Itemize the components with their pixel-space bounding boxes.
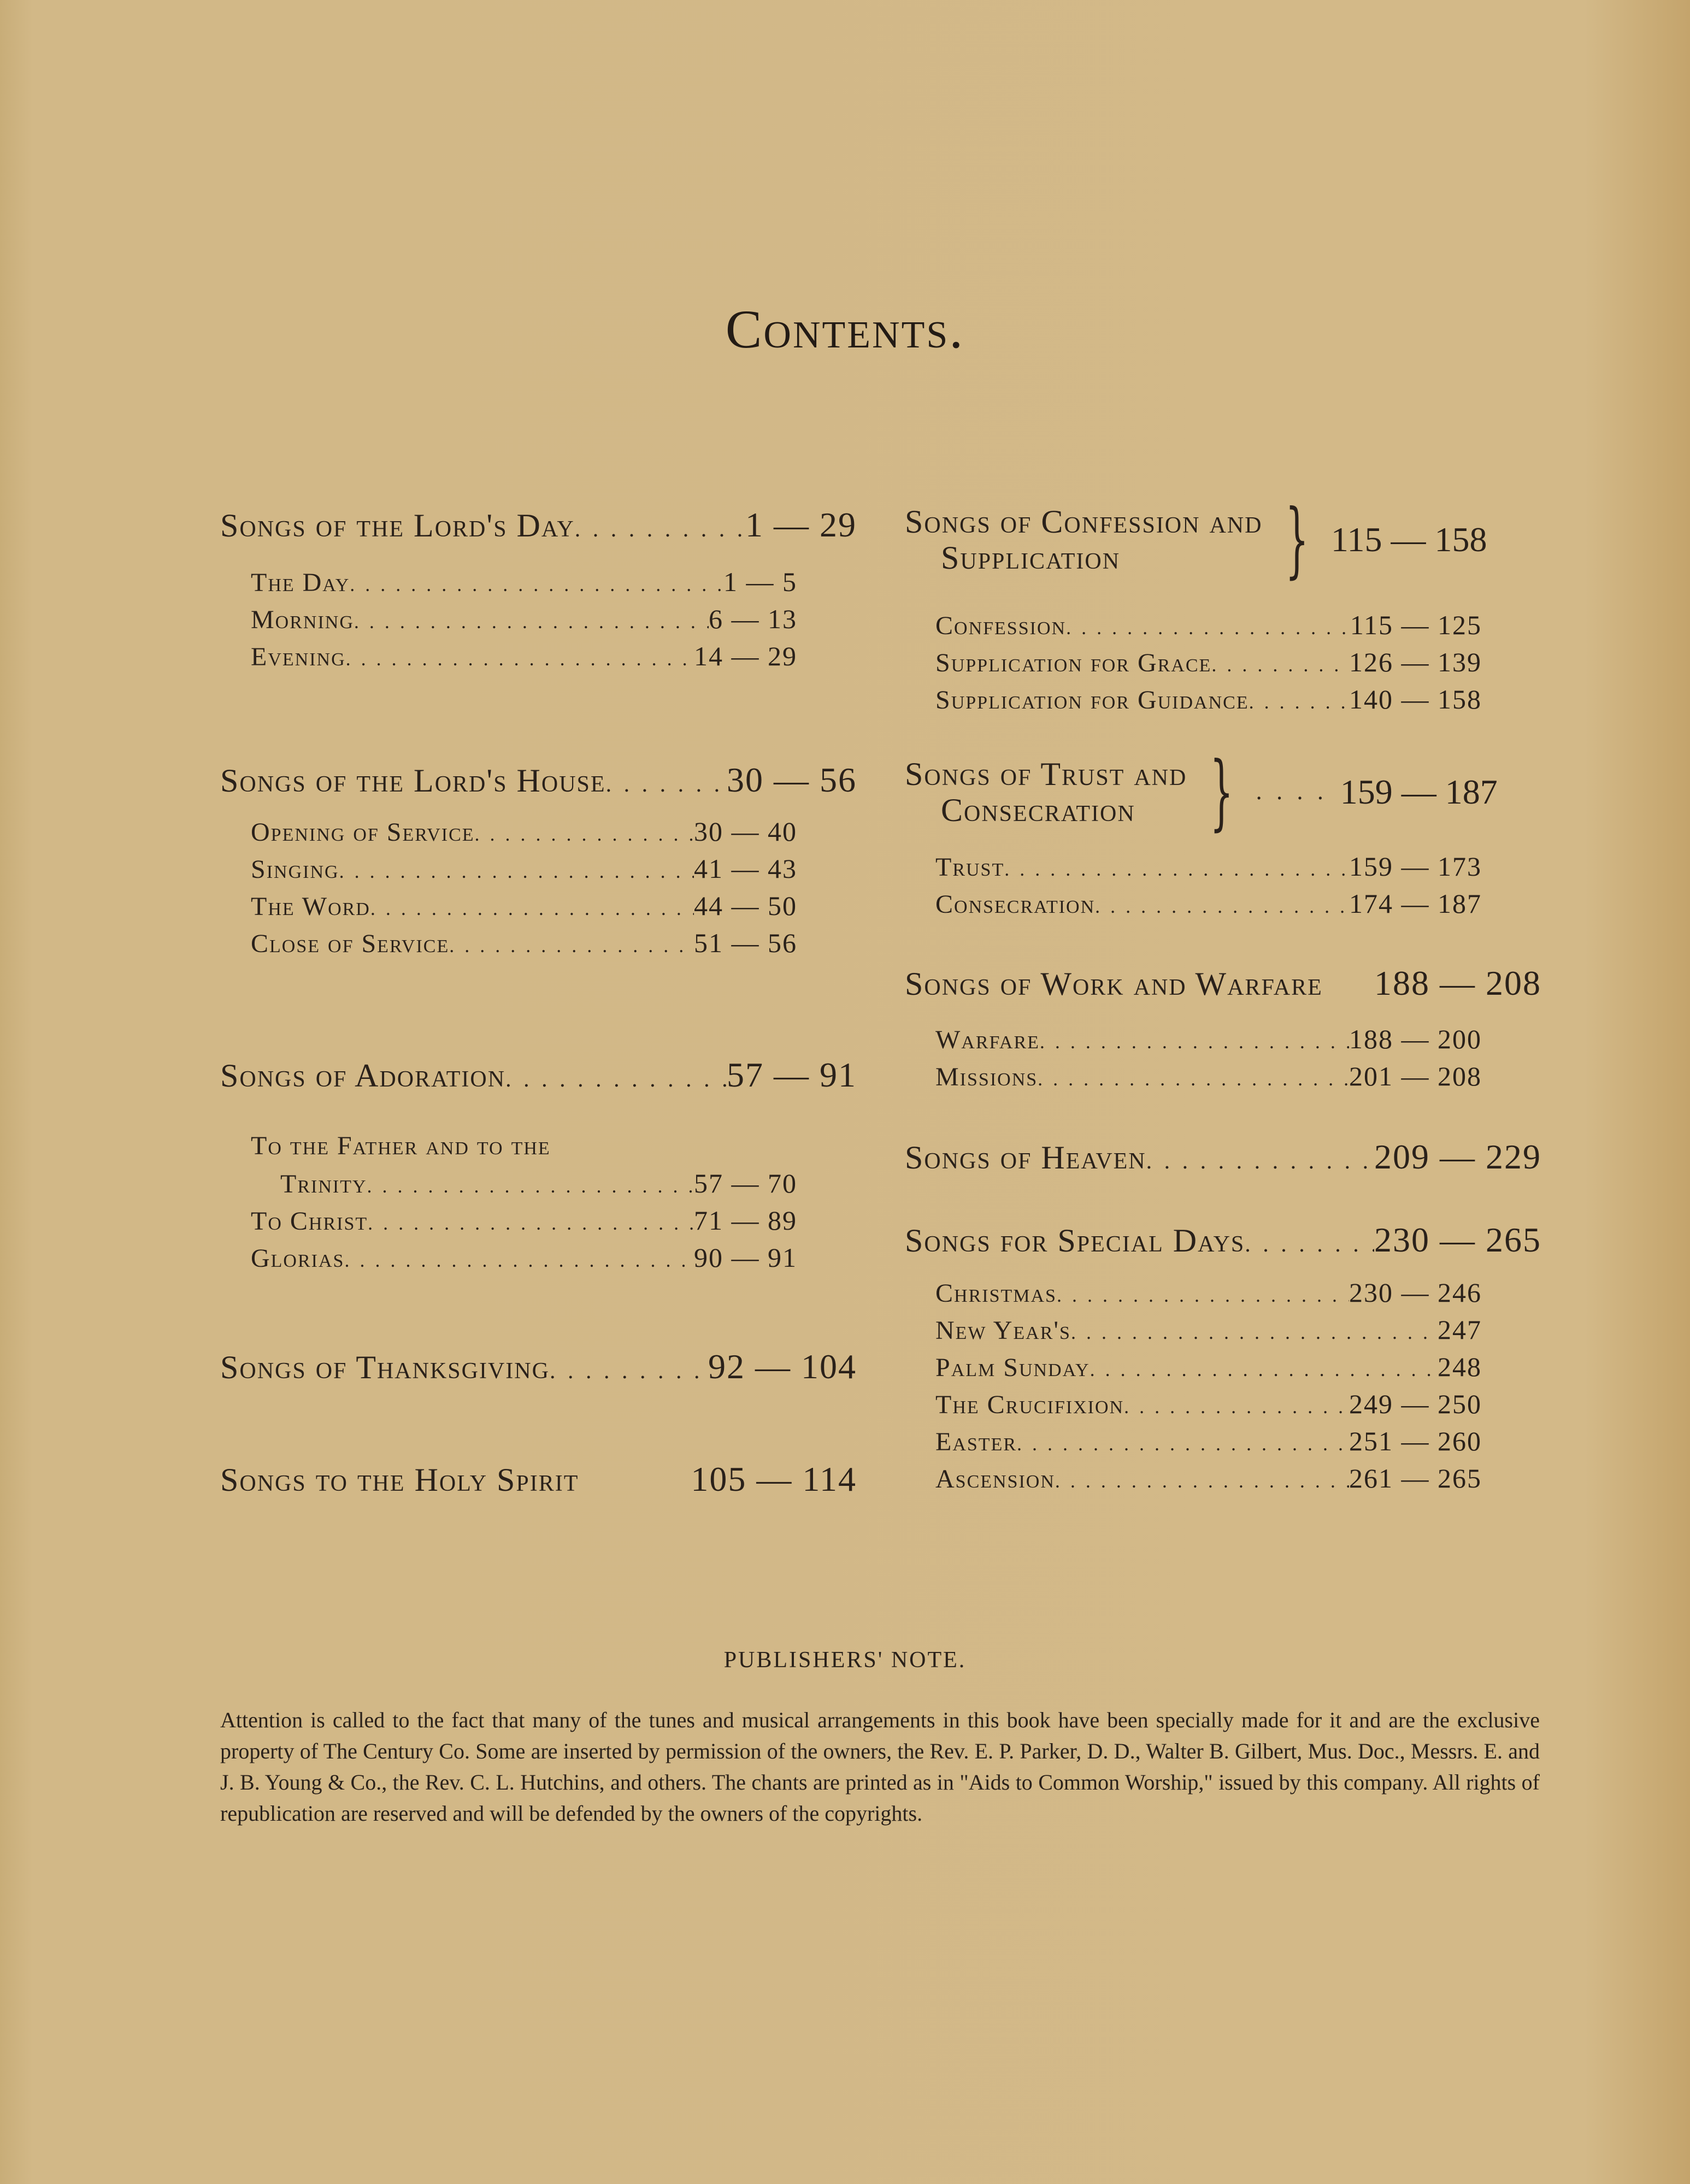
leader-dots [550, 1351, 708, 1391]
leader-dots [1249, 683, 1349, 721]
leader-dots [1245, 1225, 1374, 1264]
section-title-row [905, 745, 1541, 840]
subsection-row [251, 600, 797, 638]
brace-icon: } [1285, 492, 1309, 587]
leader-dots [449, 927, 694, 964]
subsection-range: 230 — 246 [1349, 1277, 1482, 1308]
subsection-label: Supplication for Guidance [935, 686, 1249, 715]
publishers-note-title: PUBLISHERS' NOTE. [723, 1648, 967, 1673]
subsection-row [935, 1274, 1482, 1311]
section-range: 1 — 29 [745, 505, 857, 544]
subsection-range: 261 — 265 [1349, 1463, 1482, 1494]
leader-dots [1090, 1351, 1438, 1388]
leader-dots [1017, 1425, 1349, 1462]
leader-dots [350, 566, 723, 603]
subsection-row [935, 644, 1482, 681]
leader-dots [367, 1167, 694, 1205]
subsection-label: Warfare [935, 1025, 1040, 1054]
page-title: Contents. [725, 299, 965, 359]
leader-dots [1066, 609, 1350, 646]
subsection-label: New Year's [935, 1316, 1071, 1345]
section-title: Songs of the Lord's Day [220, 507, 575, 544]
subsection-label: Palm Sunday [935, 1353, 1090, 1382]
section-title-row [220, 1055, 857, 1095]
section-title-line2: Consecration [941, 792, 1135, 828]
subsection-row [251, 1239, 797, 1276]
section-range: 230 — 265 [1374, 1220, 1541, 1259]
subsection-row [935, 848, 1482, 885]
section-range: 105 — 114 [691, 1460, 857, 1498]
subsection-range: 251 — 260 [1349, 1426, 1482, 1456]
subsection-label: Close of Service [251, 929, 450, 958]
subsection-label: The Word [251, 892, 370, 921]
leader-dots [505, 1060, 727, 1099]
subsection-label: Morning [251, 605, 354, 634]
subsection-range: 188 — 200 [1349, 1024, 1482, 1054]
subsection-row [251, 1202, 797, 1239]
section-range: 209 — 229 [1374, 1137, 1541, 1176]
leader-dots [344, 1242, 694, 1279]
subsection-label: The Day [251, 568, 350, 597]
subsection-range: 44 — 50 [694, 890, 797, 921]
subsection-row [935, 1460, 1482, 1497]
subsection-label: Confession [935, 611, 1067, 640]
subsection-row [935, 1422, 1482, 1460]
section-adoration [220, 1055, 857, 1276]
subsection-label: Consecration [935, 890, 1096, 919]
section-range: 159 — 187 [1340, 772, 1498, 811]
subsection-label: Christmas [935, 1279, 1057, 1308]
subsection-range: 115 — 125 [1350, 610, 1482, 640]
subsection-range: 248 [1438, 1351, 1482, 1382]
section-title-row [220, 505, 857, 545]
section-title-row [220, 760, 857, 800]
leader-dots [1040, 1023, 1349, 1060]
subsection-row [251, 1128, 797, 1165]
leader-dots [1055, 1462, 1349, 1500]
subsection-label: Opening of Service [251, 818, 475, 847]
leader-dots [1211, 646, 1349, 683]
subsection-row [280, 1165, 797, 1202]
subsection-row [935, 1020, 1482, 1058]
leader-dots [1038, 1060, 1349, 1097]
subsection-range: 90 — 91 [694, 1242, 797, 1273]
subsection-label: Trinity [280, 1170, 367, 1199]
subsection-range: 57 — 70 [694, 1168, 797, 1199]
subsection-row [251, 850, 797, 887]
subsection-range: 249 — 250 [1349, 1389, 1482, 1419]
subsection-range: 41 — 43 [694, 853, 797, 884]
subsection-range: 14 — 29 [694, 641, 797, 671]
section-special-days [905, 1220, 1541, 1497]
subsection-label: Easter [935, 1427, 1017, 1456]
leader-dots [1004, 851, 1349, 888]
section-title: Songs to the Holy Spirit [220, 1462, 579, 1498]
section-range: 57 — 91 [727, 1055, 857, 1094]
section-heaven [905, 1137, 1541, 1177]
subsection-range: 140 — 158 [1349, 684, 1482, 715]
subsection-row [935, 606, 1482, 644]
section-title-row [220, 1347, 857, 1386]
section-lords-house [220, 760, 857, 961]
subsection-row [251, 887, 797, 924]
subsection-range: 159 — 173 [1349, 851, 1482, 882]
subsection-row [935, 1348, 1482, 1385]
section-work-warfare [905, 964, 1541, 1095]
subsection-range: 201 — 208 [1349, 1061, 1482, 1091]
subsection-label: Trust [935, 853, 1005, 882]
section-thanksgiving [220, 1347, 857, 1386]
leader-dots [1057, 1277, 1349, 1314]
section-title: Songs of Adoration [220, 1058, 506, 1094]
section-title: Songs for Special Days [905, 1223, 1245, 1259]
section-confession [905, 492, 1541, 718]
subsection-range: 247 [1438, 1314, 1482, 1345]
section-title: Songs of Heaven [905, 1140, 1146, 1176]
brace-icon: } [1210, 745, 1234, 840]
subsection-range: 6 — 13 [709, 604, 797, 634]
section-range: 188 — 208 [1374, 964, 1541, 1002]
leader-dots [354, 603, 709, 640]
subsection-range: 1 — 5 [723, 566, 797, 597]
subsection-row [251, 563, 797, 600]
leader-dots [370, 890, 694, 927]
section-title: Songs of Thanksgiving [220, 1349, 550, 1385]
section-holy-spirit [220, 1460, 857, 1499]
leader-dots: . . . . [1255, 780, 1327, 805]
leader-dots [575, 510, 745, 549]
subsection-row [251, 813, 797, 850]
section-title: Songs of Work and Warfare [905, 966, 1323, 1002]
section-title-row [905, 1220, 1541, 1260]
section-trust [905, 745, 1541, 922]
section-range: 92 — 104 [708, 1347, 857, 1386]
section-range: 30 — 56 [727, 760, 857, 799]
subsection-row [935, 1058, 1482, 1095]
leader-dots [368, 1205, 694, 1242]
leader-dots [1124, 1388, 1349, 1425]
subsection-label: Missions [935, 1063, 1038, 1091]
subsection-row [935, 885, 1482, 922]
subsection-range: 30 — 40 [694, 816, 797, 847]
section-title-line1: Songs of Confession and [905, 504, 1263, 540]
subsection-range: 51 — 56 [694, 928, 797, 958]
subsection-row [935, 681, 1482, 718]
subsection-row [251, 638, 797, 675]
subsection-label: Singing [251, 855, 339, 884]
subsection-row [935, 1311, 1482, 1348]
section-title-line1: Songs of Trust and [905, 756, 1187, 792]
subsection-label: Evening [251, 642, 346, 671]
subsection-label: To Christ [251, 1207, 368, 1236]
section-title-row [905, 1137, 1541, 1177]
subsection-label: The Crucifixion [935, 1390, 1124, 1419]
leader-dots [606, 765, 727, 804]
leader-dots [346, 640, 694, 677]
section-title-row [905, 492, 1541, 587]
subsection-row [935, 1385, 1482, 1422]
subsection-label: Ascension [935, 1465, 1055, 1494]
leader-dots [1071, 1314, 1438, 1351]
section-title-line2: Supplication [941, 540, 1121, 576]
subsection-range: 126 — 139 [1349, 647, 1482, 677]
subsection-range: 174 — 187 [1349, 888, 1482, 919]
subsection-row [251, 924, 797, 961]
leader-dots [475, 816, 694, 853]
subsection-label: Glorias [251, 1244, 345, 1273]
section-title: Songs of the Lord's House [220, 763, 606, 799]
subsection-range: 71 — 89 [694, 1205, 797, 1236]
section-title-row [905, 964, 1541, 1003]
subsection-label: To the Father and to the [251, 1131, 551, 1160]
section-title-row [220, 1460, 857, 1499]
leader-dots [1095, 888, 1349, 925]
leader-dots [339, 853, 694, 890]
section-lords-day [220, 505, 857, 675]
leader-dots [1146, 1142, 1374, 1181]
publishers-note-body: Attention is called to the fact that many of the tunes and musical arrangements in this book have been specially made for it and are the exclusive property of The Century Co. Some are inserted by permission of the owners, the Rev. E. P. Parker, D. D., Walter B. Gilbert, Mus. Doc., Messrs. E. and J. B. Young & Co., the Rev. C. L. Hutchins, and others. The chants are printed as in "Aids to Common Worship," issued by this company. All rights of republication are reserved and will be defended by the owners of the copyrights. [220, 1708, 1540, 1826]
subsection-label: Supplication for Grace [935, 648, 1212, 677]
section-range: 115 — 158 [1330, 520, 1487, 559]
